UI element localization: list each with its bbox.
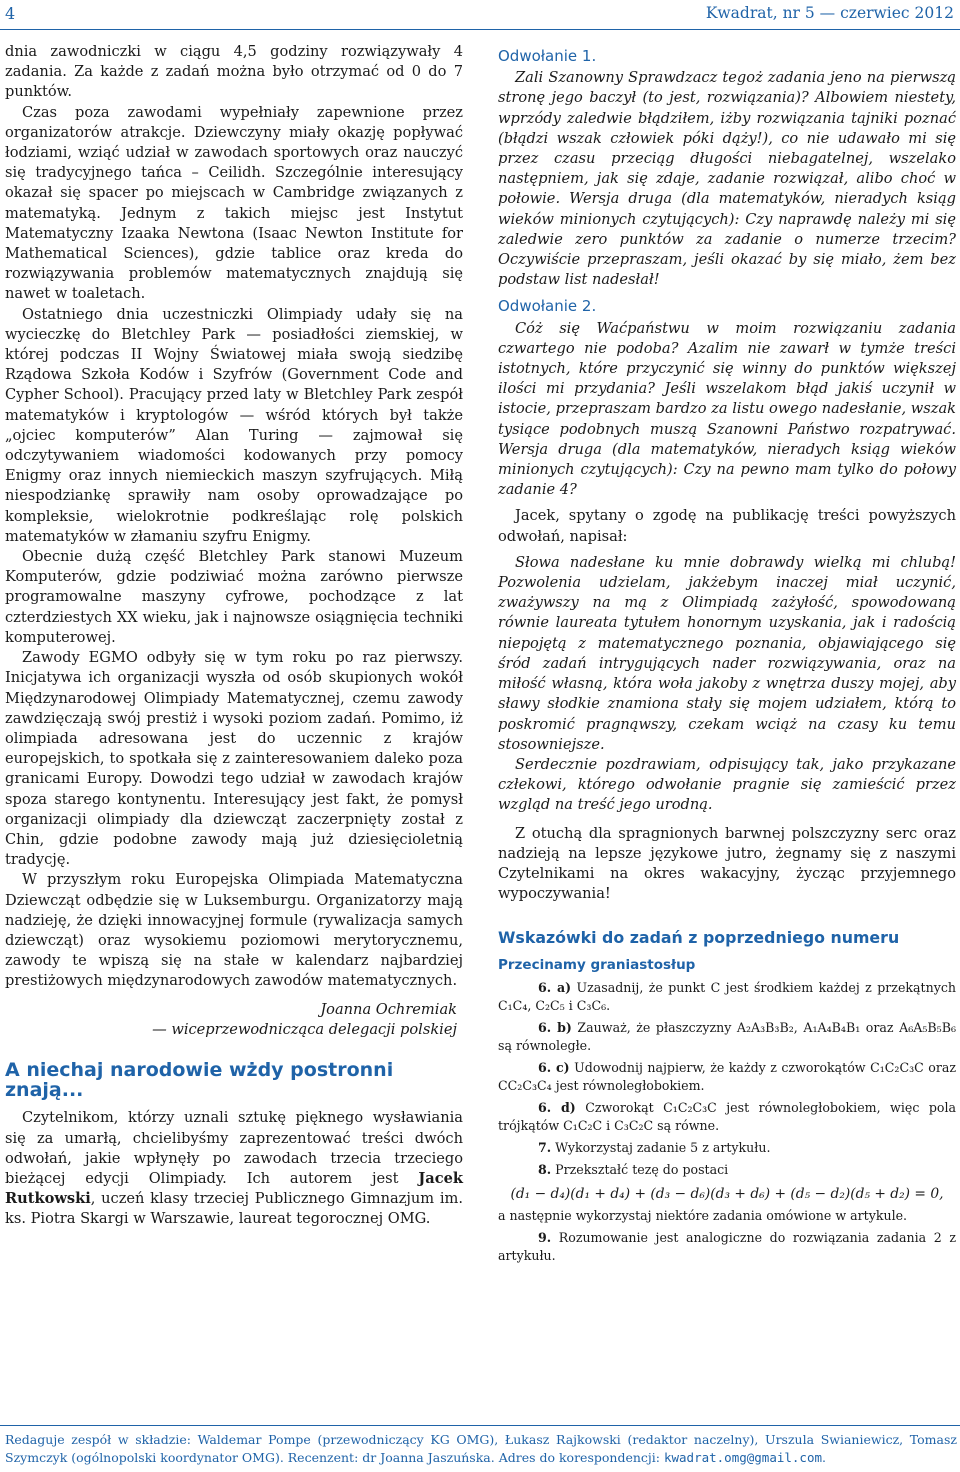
hint-number: 7. — [538, 1139, 552, 1155]
left-column — [5, 42, 463, 1230]
hints-subtitle: Przecinamy graniastosłup — [498, 956, 696, 973]
hint-item — [498, 979, 956, 1015]
hints-title: Wskazówki do zadań z poprzedniego numeru — [498, 928, 900, 948]
article-paragraph: dnia zawodniczki w ciągu 4,5 godziny rozwiązywały 4 zadania. Za każde z zadań można było otrzymać od 0 do 7 punktów. — [5, 43, 463, 101]
hint-item — [498, 1099, 956, 1135]
hint-number: 9. — [538, 1229, 552, 1245]
hint-continuation: a następnie wykorzystaj niektóre zadania omówione w artykule. — [498, 1207, 908, 1223]
article-paragraph: Zawody EGMO odbyły się w tym roku po raz pierwszy. Inicjatywa ich organizacji wyszła od osób skupionych wokół Międzynarodowej Olimpiady Matematycznej, czemu zawody zawdzięczają swój prestiż i wysoki poziom zadań. Pomimo, iż olimpiada adresowana jest do uczennic z krajów europejskich, to spotkała się z zainteresowaniem daleko poza granicami Europy. Dowodzi tego udział w zawodach krajów spoza starego kontynentu. Interesujący jest fakt, że pomysł organizacji olimpiady dla dziewcząt zaczerpnięty został z Chin, gdzie podobne zawody mają już dziesięcioletnią tradycję. — [5, 649, 463, 869]
signature-name: Joanna Ochremiak — [320, 1000, 457, 1018]
hint-number: 6. d) — [538, 1099, 576, 1115]
signature-role: — wiceprzewodnicząca delegacji polskiej — [152, 1020, 457, 1038]
header-divider — [0, 29, 960, 30]
editorial-credits: Redaguje zespół w składzie: Waldemar Pompe (przewodniczący KG OMG), Łukasz Rajkowski (redaktor naczelny), Urszula Swianiewicz, Tomasz Szymczyk (ogólnopolski koordynator OMG). Recenzent: dr Joanna Jaszuńska. Adres do korespondencji: — [5, 1432, 957, 1465]
appeal-1-text: Zali Szanowny Sprawdzacz tegoż zadania jeno na pierwszą stronę jego baczył (to jest, rozwiązania)? Albowiem niestety, wprzódy zaledwie błądziłem, iżby rozwiązania tajniki poznać (błądzi wszak człowiek póki dąży!), co nie udawało mi się przez czasu przeciąg długości niebagatelnej, wszelako następniem, jak się zdaje, zadanie rozwiązał, alibo choć w połowie. Wersja druga (dla matematyków, nieradych ksiąg wieków minionych czytujących): Czy naprawdę należy mi się zaledwie zero punktów za zadanie o numerze trzecim? Oczywiście przepraszam, jeśli okazać by się miało, żem bez podstaw list nadesłał! — [498, 69, 956, 289]
section-intro — [5, 1108, 463, 1229]
hint-text: Czworokąt C₁C₂C₃C jest równoległobokiem, więc pola trójkątów C₁C₂C i C₃C₂C są równe. — [498, 1099, 957, 1133]
appeal-1-heading: Odwołanie 1. — [498, 47, 597, 65]
appeal-2-text: Cóż się Waćpaństwu w moim rozwiązaniu zadania czwartego nie podoba? Azalim nie zawarł w tymże treści istotnych, które przyczynić się winny do punktów większej ilości mi przydania? Jeśli wszelakom błąd jakiś uczynił w istocie, przepraszam bardzo za listu owego nadesłanie, wszak tysiące podobnych muszą Szanowni Państwo rozpatrywać. Wersja druga (dla matematyków, nieradych ksiąg wieków minionych czytujących): Czy na pewno mam tylko do połowy zadanie 4? — [498, 319, 956, 499]
author-name: Jacek Rutkowski — [5, 1169, 464, 1208]
journal-title: Kwadrat, nr 5 — czerwiec 2012 — [705, 4, 954, 22]
article-paragraph: Czas poza zawodami wypełniały zapewnione przez organizatorów atrakcje. Dziewczyny miały okazję popływać łodziami, wziąć udział w zawodach sportowych oraz nauczyć się tradycyjnego tańca – Ceilidh. Szczególnie interesujący okazał się spacer po miejscach w Cambridge związanych z matematyką. Jednym z takich miejsc jest Instytut Matematyczny Izaaka Newtona (Isaac Newton Institute for Mathematical Sciences), gdzie tablice oraz kreda do rozwiązywania problemów matematycznych znajdują się nawet w toaletach. — [5, 103, 463, 303]
article-paragraph: Ostatniego dnia uczestniczki Olimpiady udały się na wycieczkę do Bletchley Park — posiadłości ziemskiej, w której podczas II Wojny Światowej miała swoją siedzibę Rządowa Szkoła Kodów i Szyfrów (Government Code and Cypher School). Pracujący przed laty w Bletchley Park zespół matematyków i kryptologów — wśród których był także „ojciec komputerów” Alan Turing — zajmował się odczytywaniem wiadomości kodowanych przy pomocy Enigmy oraz innych niemieckich maszyn szyfrujących. Miłą niespodziankę sprawiły nam osoby oprowadzające po kompleksie, wielokrotnie podkreślając rolę polskich matematyków w złamaniu szyfru Enigmy. — [5, 305, 463, 545]
hint-text: Uzasadnij, że punkt C jest środkiem każdej z przekątnych C₁C₄, C₂C₅ i C₃C₆. — [498, 979, 956, 1013]
article-paragraph: Obecnie dużą część Bletchley Park stanowi Muzeum Komputerów, gdzie podziwiać można zarówno pierwsze programowalne maszyny cyfrowe, pochodzące z lat czterdziestych XX wieku, jak i najnowsze osiągnięcia techniki komputerowej. — [5, 548, 463, 646]
hint-text: Przekształć tezę do postaci — [555, 1161, 729, 1177]
hint-item — [498, 1229, 956, 1265]
section-title: A niechaj narodowie wżdy postronni znają... — [5, 1058, 394, 1102]
page-number: 4 — [5, 4, 16, 23]
hint-item — [498, 1139, 956, 1157]
hint-item — [498, 1161, 956, 1179]
hint-text: Rozumowanie jest analogiczne do rozwiązania zadania 2 z artykułu. — [498, 1229, 956, 1263]
closing-text: Z otuchą dla spragnionych barwnej polszczyzny serc oraz nadzieją na lepsze językowe jutro, żegnamy się z naszymi Czytelnikami na okres wakacyjny, życząc przyjemnego wypoczywania! — [498, 824, 956, 903]
quote-paragraph: Słowa nadesłane ku mnie dobrawdy wielką mi chlubą! Pozwolenia udzielam, jakżebym inaczej miał uczynić, zważywszy na mą z Olimpiadą zażyłość, spowodowaną równie laureata tytułem honornym uzyskania, jak i radością niepojętą z matematycznego poznania, objawiającego się śród zadań intrygujących nader rozwiązywania, oraz na miłość własną, która woła jakoby z wnętrza duszy mojej, aby sławy słodkie znamiona stały się mojem udziałem, którą to poskromić pragnąwszy, czekam wciąż na czasy ku temu stosowniejsze. — [498, 553, 956, 753]
section-text-after: , uczeń klasy trzeciej Publicznego Gimnazjum im. ks. Piotra Skargi w Warszawie, laureat tegorocznej OMG. — [5, 1190, 463, 1228]
consent-text: Jacek, spytany o zgodę na publikację treści powyższych odwołań, napisał: — [498, 507, 956, 545]
footer-divider — [0, 1425, 960, 1426]
hint-text: Udowodnij najpierw, że każdy z czworokątów C₁C₂C₃C oraz CC₂C₃C₄ jest równoległobokiem. — [498, 1059, 956, 1093]
appeal-2-heading: Odwołanie 2. — [498, 297, 597, 316]
page-footer: Redaguje zespół w składzie: Waldemar Pompe (przewodniczący KG OMG), Łukasz Rajkowski (redaktor naczelny), Urszula Swianiewicz, Tomasz Szymczyk (ogólnopolski koordynator OMG). Recenzent: dr Joanna Jaszuńska. Adres do korespondencji: kwadrat.omg@gmail.com. — [5, 1432, 957, 1465]
section-text-before: Czytelnikom, którzy uznali sztukę pięknego wysławiania się za umarłą, chcielibyśmy zaprezentować treści dwóch odwołań, jakie wpłynęły po zawodach trzecia trzeciego bieżącej edycji Olimpiady. Ich autorem jest — [5, 1109, 463, 1187]
hint-number: 6. c) — [538, 1059, 570, 1075]
hint-item — [498, 1059, 956, 1095]
article-paragraph: W przyszłym roku Europejska Olimpiada Matematyczna Dziewcząt odbędzie się w Luksemburgu. Organizatorzy mają nadzieję, że dzięki innowacyjnej formule (rywalizacja samych dziewcząt) oraz wysokiemu poziomowi merytorycznemu, zawody te wpiszą się na stałe w kalendarz najbardziej prestiżowych międzynarodowych zawodów matematycznych. — [5, 871, 463, 990]
hint-text: Wykorzystaj zadanie 5 z artykułu. — [555, 1139, 771, 1155]
contact-email[interactable]: kwadrat.omg@gmail.com — [663, 1450, 823, 1465]
hint-number: 8. — [538, 1161, 552, 1177]
page-header — [0, 0, 960, 32]
hint-text: Zauważ, że płaszczyzny A₂A₃B₃B₂, A₁A₄B₄B₁ oraz A₆A₅B₅B₆ są równoległe. — [498, 1019, 956, 1053]
hint-number: 6. a) — [538, 979, 572, 995]
hints-list — [498, 979, 956, 1265]
hint-item — [498, 1019, 956, 1055]
quote-paragraph: Serdecznie pozdrawiam, odpisujący tak, jako przykazane człekowi, którego odwołanie pragnie się zamieścić przez wzgląd na treść jego urodną. — [498, 755, 956, 814]
hint-formula: (d₁ − d₄)(d₁ + d₄) + (d₃ − d₆)(d₃ + d₆) + (d₅ − d₂)(d₅ + d₂) = 0, — [510, 1185, 944, 1202]
hint-number: 6. b) — [538, 1019, 572, 1035]
right-column — [498, 42, 956, 1269]
